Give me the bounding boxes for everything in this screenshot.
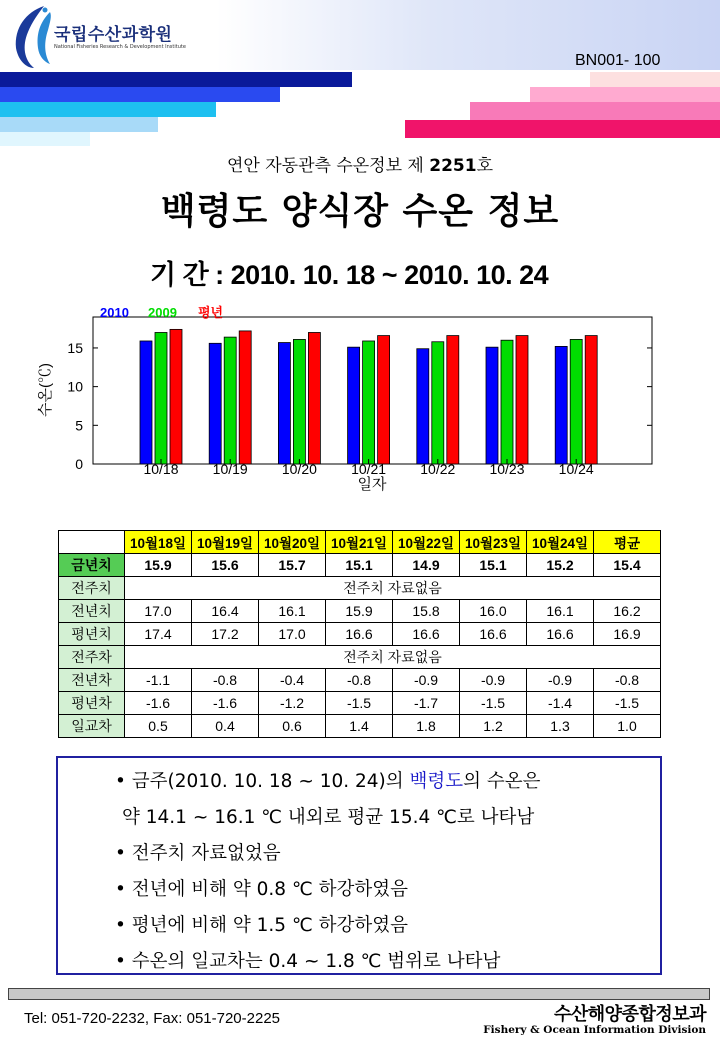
table-row-label: 일교차: [59, 715, 125, 738]
table-cell: -1.2: [259, 692, 326, 715]
summary-line-6: • 수온의 일교차는 0.4 ~ 1.8 ℃ 범위로 나타남: [115, 951, 501, 972]
water-temperature-chart: [0, 300, 720, 500]
stripe-blue-1: [0, 72, 352, 87]
table-row-label: 금년치: [59, 554, 125, 577]
report-subtitle: [0, 151, 720, 176]
bar-평년: [516, 336, 528, 464]
table-cell: 16.0: [460, 600, 527, 623]
bar-2010: [209, 343, 221, 464]
issue-number: 2251: [429, 156, 477, 176]
table-row-label: 평년치: [59, 623, 125, 646]
table-row-label: 전년치: [59, 600, 125, 623]
bar-2010: [348, 347, 360, 464]
summary-line-3: • 전주치 자료없었음: [115, 843, 281, 864]
table-cell: 0.4: [192, 715, 259, 738]
x-axis-label: 일자: [357, 476, 387, 493]
x-tick-label: 10/24: [558, 461, 594, 477]
table-row: [59, 646, 661, 669]
table-cell: 17.0: [125, 600, 192, 623]
bar-2009: [293, 339, 305, 464]
temperature-table: [58, 530, 661, 738]
stripe-pink-3: [470, 102, 720, 120]
legend-2009: 2009: [148, 305, 177, 320]
bar-2009: [363, 341, 375, 464]
logo-title: 국립수산과학원: [54, 25, 173, 45]
table-cell: -0.9: [527, 669, 594, 692]
x-tick-label: 10/21: [351, 461, 387, 477]
table-column-header: 10월24일: [527, 531, 594, 554]
summary-line-1-suffix: 의 수온은: [463, 771, 541, 792]
stripe-pink-1: [590, 72, 720, 87]
x-tick-label: 10/22: [420, 461, 456, 477]
table-note-cell: 전주치 자료없음: [125, 646, 661, 669]
bar-2009: [155, 332, 167, 464]
table-cell: 16.6: [393, 623, 460, 646]
table-cell: 1.4: [326, 715, 393, 738]
table-cell: 14.9: [393, 554, 460, 577]
bar-평년: [239, 331, 251, 464]
bar-2010: [555, 346, 567, 464]
table-header-row: [59, 531, 661, 554]
table-cell: -1.5: [326, 692, 393, 715]
table-row-label: 전주치: [59, 577, 125, 600]
stripe-pink-4: [405, 120, 720, 138]
y-axis-label: 수온(℃): [37, 363, 54, 417]
bar-평년: [170, 329, 182, 464]
bar-2009: [501, 340, 513, 464]
x-tick-label: 10/23: [489, 461, 525, 477]
table-column-header: 10월20일: [259, 531, 326, 554]
bar-2010: [140, 341, 152, 464]
stripe-blue-3: [0, 102, 216, 117]
table-row-label: 전년차: [59, 669, 125, 692]
table-cell: 15.9: [326, 600, 393, 623]
table-cell: -1.6: [192, 692, 259, 715]
x-tick-label: 10/18: [143, 461, 179, 477]
document-code: BN001- 100: [575, 52, 661, 69]
division-name: 수산해양종합정보과: [554, 1004, 706, 1025]
table-cell: 1.2: [460, 715, 527, 738]
table-cell: -0.8: [192, 669, 259, 692]
table-column-header: 10월21일: [326, 531, 393, 554]
table-cell: 15.8: [393, 600, 460, 623]
table-cell: 16.9: [594, 623, 661, 646]
bar-평년: [308, 332, 320, 464]
table-cell: 15.1: [460, 554, 527, 577]
subtitle-suffix: 호: [476, 156, 494, 176]
logo-subtitle: National Fisheries Research & Development Institute: [54, 44, 186, 50]
stripe-blue-2: [0, 87, 280, 102]
table-row: [59, 692, 661, 715]
table-cell: -1.6: [125, 692, 192, 715]
table-cell: 16.4: [192, 600, 259, 623]
subtitle-prefix: 연안 자동관측 수온정보 제: [226, 156, 430, 176]
table-cell: 17.4: [125, 623, 192, 646]
table-cell: 15.4: [594, 554, 661, 577]
table-column-header: 10월18일: [125, 531, 192, 554]
y-tick-label: 5: [75, 417, 83, 434]
table-cell: -0.8: [594, 669, 661, 692]
table-column-header: 10월23일: [460, 531, 527, 554]
y-tick-label: 10: [67, 378, 83, 395]
table-cell: 1.3: [527, 715, 594, 738]
table-cell: -1.7: [393, 692, 460, 715]
bar-2010: [417, 349, 429, 464]
table-cell: -0.4: [259, 669, 326, 692]
table-cell: 15.2: [527, 554, 594, 577]
table-row: [59, 600, 661, 623]
summary-line-5: • 평년에 비해 약 1.5 ℃ 하강하였음: [115, 915, 408, 936]
page-title: 백령도 양식장 수온 정보: [160, 191, 560, 232]
bar-평년: [378, 336, 390, 464]
table-corner-cell: [59, 531, 125, 554]
table-cell: -1.4: [527, 692, 594, 715]
report-period: 기 간 : 2010. 10. 18 ~ 2010. 10. 24: [150, 260, 549, 290]
table-cell: -0.8: [326, 669, 393, 692]
bar-2010: [278, 343, 290, 464]
summary-line-1: [115, 767, 541, 793]
table-row-label: 평년차: [59, 692, 125, 715]
table-row: [59, 577, 661, 600]
x-tick-label: 10/19: [212, 461, 248, 477]
stripe-blue-5: [0, 132, 90, 146]
table-cell: 17.2: [192, 623, 259, 646]
table-cell: -1.1: [125, 669, 192, 692]
table-cell: -0.9: [393, 669, 460, 692]
table-cell: 15.6: [192, 554, 259, 577]
table-cell: -0.9: [460, 669, 527, 692]
summary-place: 백령도: [409, 771, 464, 792]
table-note-cell: 전주치 자료없음: [125, 577, 661, 600]
y-tick-label: 15: [67, 339, 83, 356]
summary-line-4: • 전년에 비해 약 0.8 ℃ 하강하였음: [115, 879, 408, 900]
table-cell: 15.9: [125, 554, 192, 577]
table-column-header: 평균: [594, 531, 661, 554]
table-cell: 16.2: [594, 600, 661, 623]
table-cell: 1.8: [393, 715, 460, 738]
footer-bar: [8, 988, 710, 1000]
table-cell: 15.7: [259, 554, 326, 577]
table-row: [59, 554, 661, 577]
x-tick-label: 10/20: [281, 461, 317, 477]
y-tick-label: 0: [75, 456, 83, 472]
bar-2009: [432, 342, 444, 464]
table-cell: 16.1: [259, 600, 326, 623]
contact-info: Tel: 051-720-2232, Fax: 051-720-2225: [24, 1010, 281, 1027]
table-cell: 15.1: [326, 554, 393, 577]
summary-line-1-prefix: • 금주(2010. 10. 18 ~ 10. 24)의: [115, 771, 410, 792]
table-cell: 1.0: [594, 715, 661, 738]
bar-2009: [570, 339, 582, 464]
table-column-header: 10월19일: [192, 531, 259, 554]
table-cell: 16.6: [460, 623, 527, 646]
table-cell: 0.6: [259, 715, 326, 738]
table-cell: -1.5: [594, 692, 661, 715]
table-cell: 16.6: [326, 623, 393, 646]
table-cell: 16.1: [527, 600, 594, 623]
division-name-en: Fishery & Ocean Information Division: [483, 1024, 706, 1036]
bar-2009: [224, 337, 236, 464]
table-row: [59, 669, 661, 692]
bar-평년: [447, 336, 459, 464]
bar-평년: [585, 336, 597, 464]
table-cell: 0.5: [125, 715, 192, 738]
table-cell: -1.5: [460, 692, 527, 715]
summary-line-2: 약 14.1 ~ 16.1 ℃ 내외로 평균 15.4 ℃로 나타남: [122, 807, 535, 828]
table-row: [59, 715, 661, 738]
legend-평년: 평년: [198, 305, 224, 320]
table-cell: 17.0: [259, 623, 326, 646]
table-cell: 16.6: [527, 623, 594, 646]
bar-2010: [486, 347, 498, 464]
legend-2010: 2010: [100, 305, 129, 320]
stripe-pink-2: [530, 87, 720, 102]
stripe-blue-4: [0, 117, 158, 132]
table-row: [59, 623, 661, 646]
table-row-label: 전주차: [59, 646, 125, 669]
table-column-header: 10월22일: [393, 531, 460, 554]
